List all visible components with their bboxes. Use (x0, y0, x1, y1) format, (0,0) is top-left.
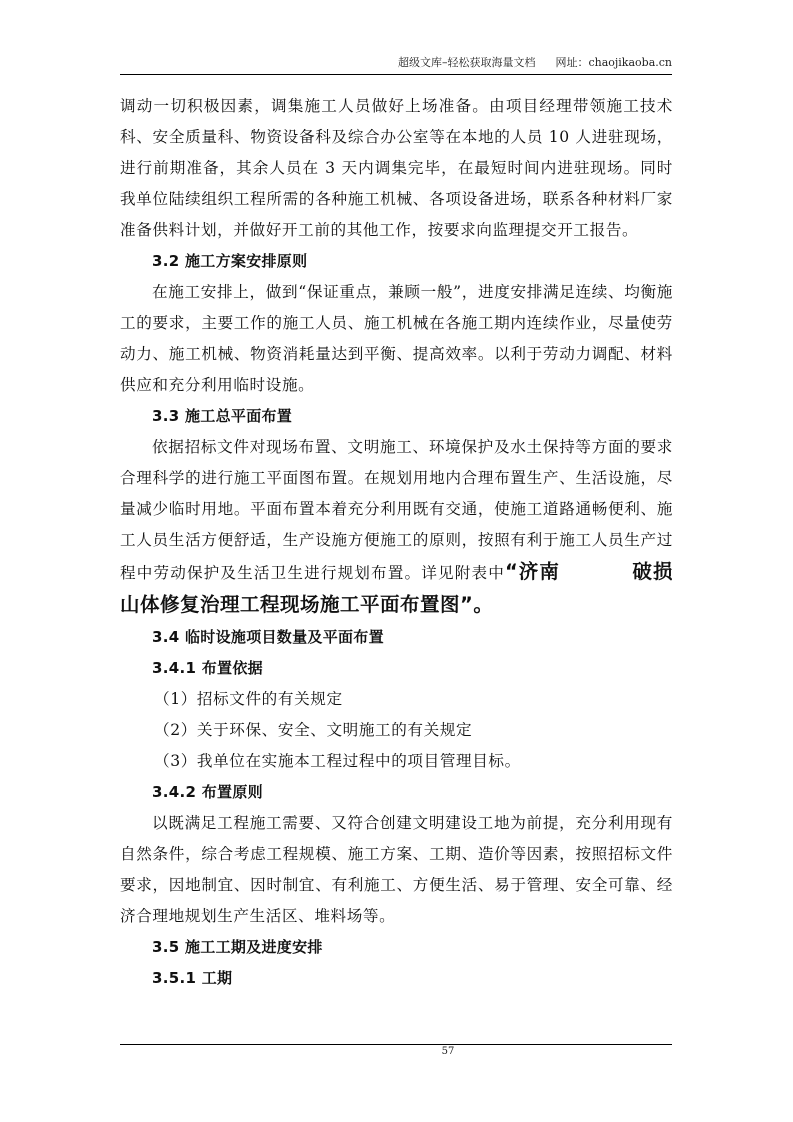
reference-title-part1: “济南 (504, 560, 560, 583)
paragraph-3-2: 在施工安排上，做到“保证重点，兼顾一般”，进度安排满足连续、均衡施工的要求，主要工作的施工人员、施工机械在各施工期内连续作业，尽量使劳动力、施工机械、物资消耗量达到平衡、提高效率。以利于劳动力调配、材料供应和充分利用临时设施。 (120, 283, 673, 394)
heading-3-5: 3.5 施工工期及进度安排 (152, 938, 323, 956)
page-header (120, 56, 672, 75)
list-item: （2）关于环保、安全、文明施工的有关规定 (154, 721, 473, 739)
heading-3-4-2: 3.4.2 布置原则 (152, 783, 263, 801)
header-url: chaojikaoba.cn (588, 56, 672, 69)
paragraph-intro: 调动一切积极因素，调集施工人员做好上场准备。由项目经理带领施工技术科、安全质量科、物资设备科及综合办公室等在本地的人员 10 人进驻现场，进行前期准备，其余人员在 3 天内调集完毕，在最短时间内进驻现场。同时我单位陆续组织工程所需的各种施工机械、各项设备进场，联系各种材料厂家准备供料计划，并做好开工前的其他工作，按要求向监理提交开工报告。 (120, 97, 673, 239)
reference-title-part2: 破损山体修复治理工程现场施工平面布置图”。 (120, 560, 673, 616)
list-item: （3）我单位在实施本工程过程中的项目管理目标。 (154, 752, 521, 770)
heading-3-4: 3.4 临时设施项目数量及平面布置 (152, 628, 384, 646)
heading-3-4-1: 3.4.1 布置依据 (152, 659, 263, 677)
heading-3-5-1: 3.5.1 工期 (152, 969, 233, 987)
header-url-label: 网址： (555, 56, 589, 69)
paragraph-3-3 (120, 432, 673, 622)
header-site-name: 超级文库–轻松获取海量文档 (397, 56, 536, 69)
paragraph-3-4-2: 以既满足工程施工需要、又符合创建文明建设工地为前提，充分利用现有自然条件，综合考虑工程规模、施工方案、工期、造价等因素，按照招标文件要求，因地制宜、因时制宜、有利施工、方便生活、易于管理、安全可靠、经济合理地规划生产生活区、堆料场等。 (120, 814, 673, 925)
list-item: （1）招标文件的有关规定 (154, 690, 343, 708)
document-body (120, 91, 673, 994)
heading-3-3: 3.3 施工总平面布置 (152, 407, 293, 425)
footer-divider (120, 1044, 672, 1045)
paragraph-3-3-text: 依据招标文件对现场布置、文明施工、环境保护及水土保持等方面的要求合理科学的进行施工平面图布置。在规划用地内合理布置生产、生活设施，尽量减少临时用地。平面布置本着充分利用既有交通，使施工道路通畅便利、施工人员生活方便舒适，生产设施方便施工的原则，按照有利于施工人员生产过程中劳动保护及生活卫生进行规划布置。详见附表中 (120, 438, 673, 582)
heading-3-2: 3.2 施工方案安排原则 (152, 252, 308, 270)
page-number: 57 (441, 1046, 455, 1057)
